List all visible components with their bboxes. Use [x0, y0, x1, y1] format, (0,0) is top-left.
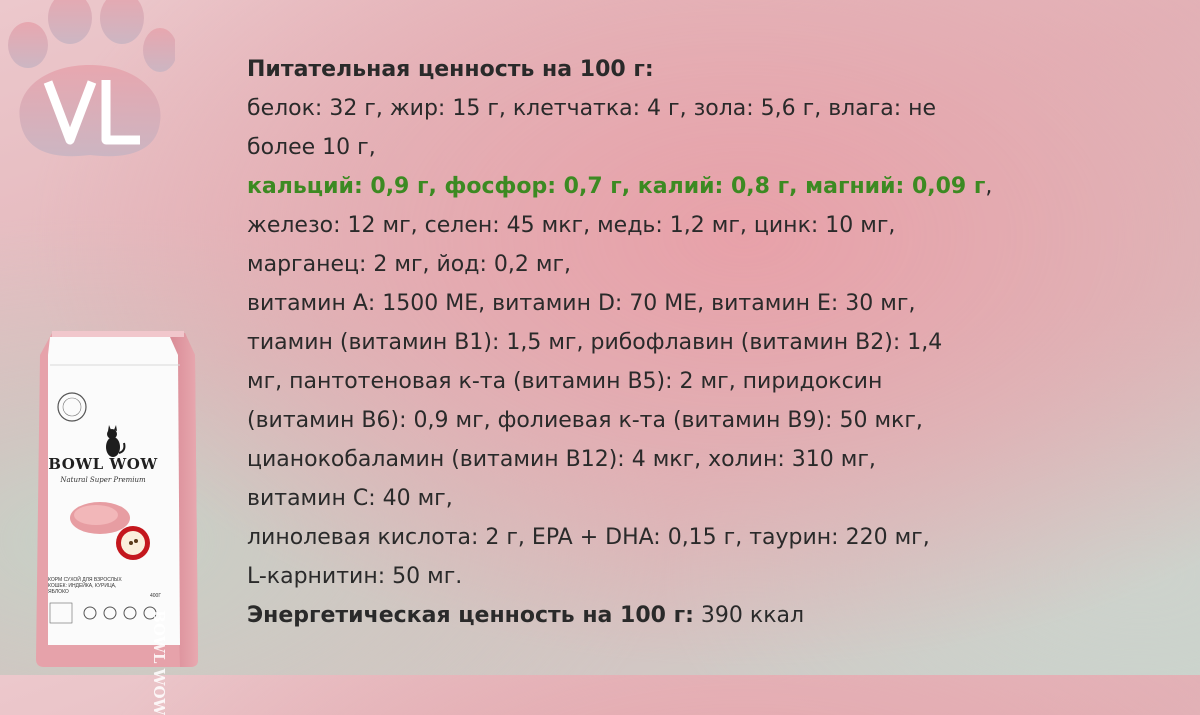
- nutrition-line: мг, пантотеновая к-та (витамин В5): 2 мг, пиридоксин: [247, 369, 883, 394]
- bag-weight-text: 400Г: [150, 593, 162, 599]
- nutrition-line: марганец: 2 мг, йод: 0,2 мг,: [247, 252, 572, 277]
- nutrition-line: белок: 32 г, жир: 15 г, клетчатка: 4 г, зола: 5,6 г, влага: не: [247, 96, 937, 121]
- energy-label: Энергетическая ценность на 100 г:: [247, 603, 694, 628]
- nutrition-facts: [247, 50, 1047, 635]
- nutrition-line: более 10 г,: [247, 135, 376, 160]
- energy-value: 390 ккал: [693, 603, 805, 628]
- nutrition-line: (витамин В6): 0,9 мг, фолиевая к-та (витамин В9): 50 мкг,: [247, 408, 923, 433]
- nutrition-line: L-карнитин: 50 мг.: [247, 564, 463, 589]
- bag-tagline-text: Natural Super Premium: [60, 476, 146, 484]
- minerals-line: [247, 167, 1047, 206]
- nutrition-line: цианокобаламин (витамин В12): 4 мкг, холин: 310 мг,: [247, 447, 876, 472]
- bag-description-text: КОРМ СУХОЙ ДЛЯ ВЗРОСЛЫХ КОШЕК: ИНДЕЙКА, КУРИЦА, ЯБЛОКО: [48, 577, 122, 595]
- nutrition-line: линолевая кислота: 2 г, EPA + DHA: 0,15 г, таурин: 220 мг,: [247, 525, 930, 550]
- nutrition-line: витамин А: 1500 МЕ, витамин D: 70 МЕ, витамин Е: 30 мг,: [247, 291, 916, 316]
- nutrition-heading: Питательная ценность на 100 г:: [247, 57, 654, 82]
- nutrition-line: тиамин (витамин В1): 1,5 мг, рибофлавин (витамин В2): 1,4: [247, 330, 943, 355]
- nutrition-line: железо: 12 мг, селен: 45 мкг, медь: 1,2 мг, цинк: 10 мг,: [247, 213, 896, 238]
- minerals-highlight: кальций: 0,9 г, фосфор: 0,7 г, калий: 0,8 г, магний: 0,09 г: [247, 174, 986, 199]
- minerals-trailing-comma: ,: [985, 174, 993, 199]
- product-bag-image: [30, 325, 220, 670]
- bag-brand-text: BOWL WOW: [48, 455, 158, 473]
- bag-side-brand-text: BOWL WOW: [150, 610, 168, 715]
- paw-logo-icon: [0, 0, 175, 170]
- nutrition-line: витамин С: 40 мг,: [247, 486, 453, 511]
- energy-line: [247, 596, 1047, 635]
